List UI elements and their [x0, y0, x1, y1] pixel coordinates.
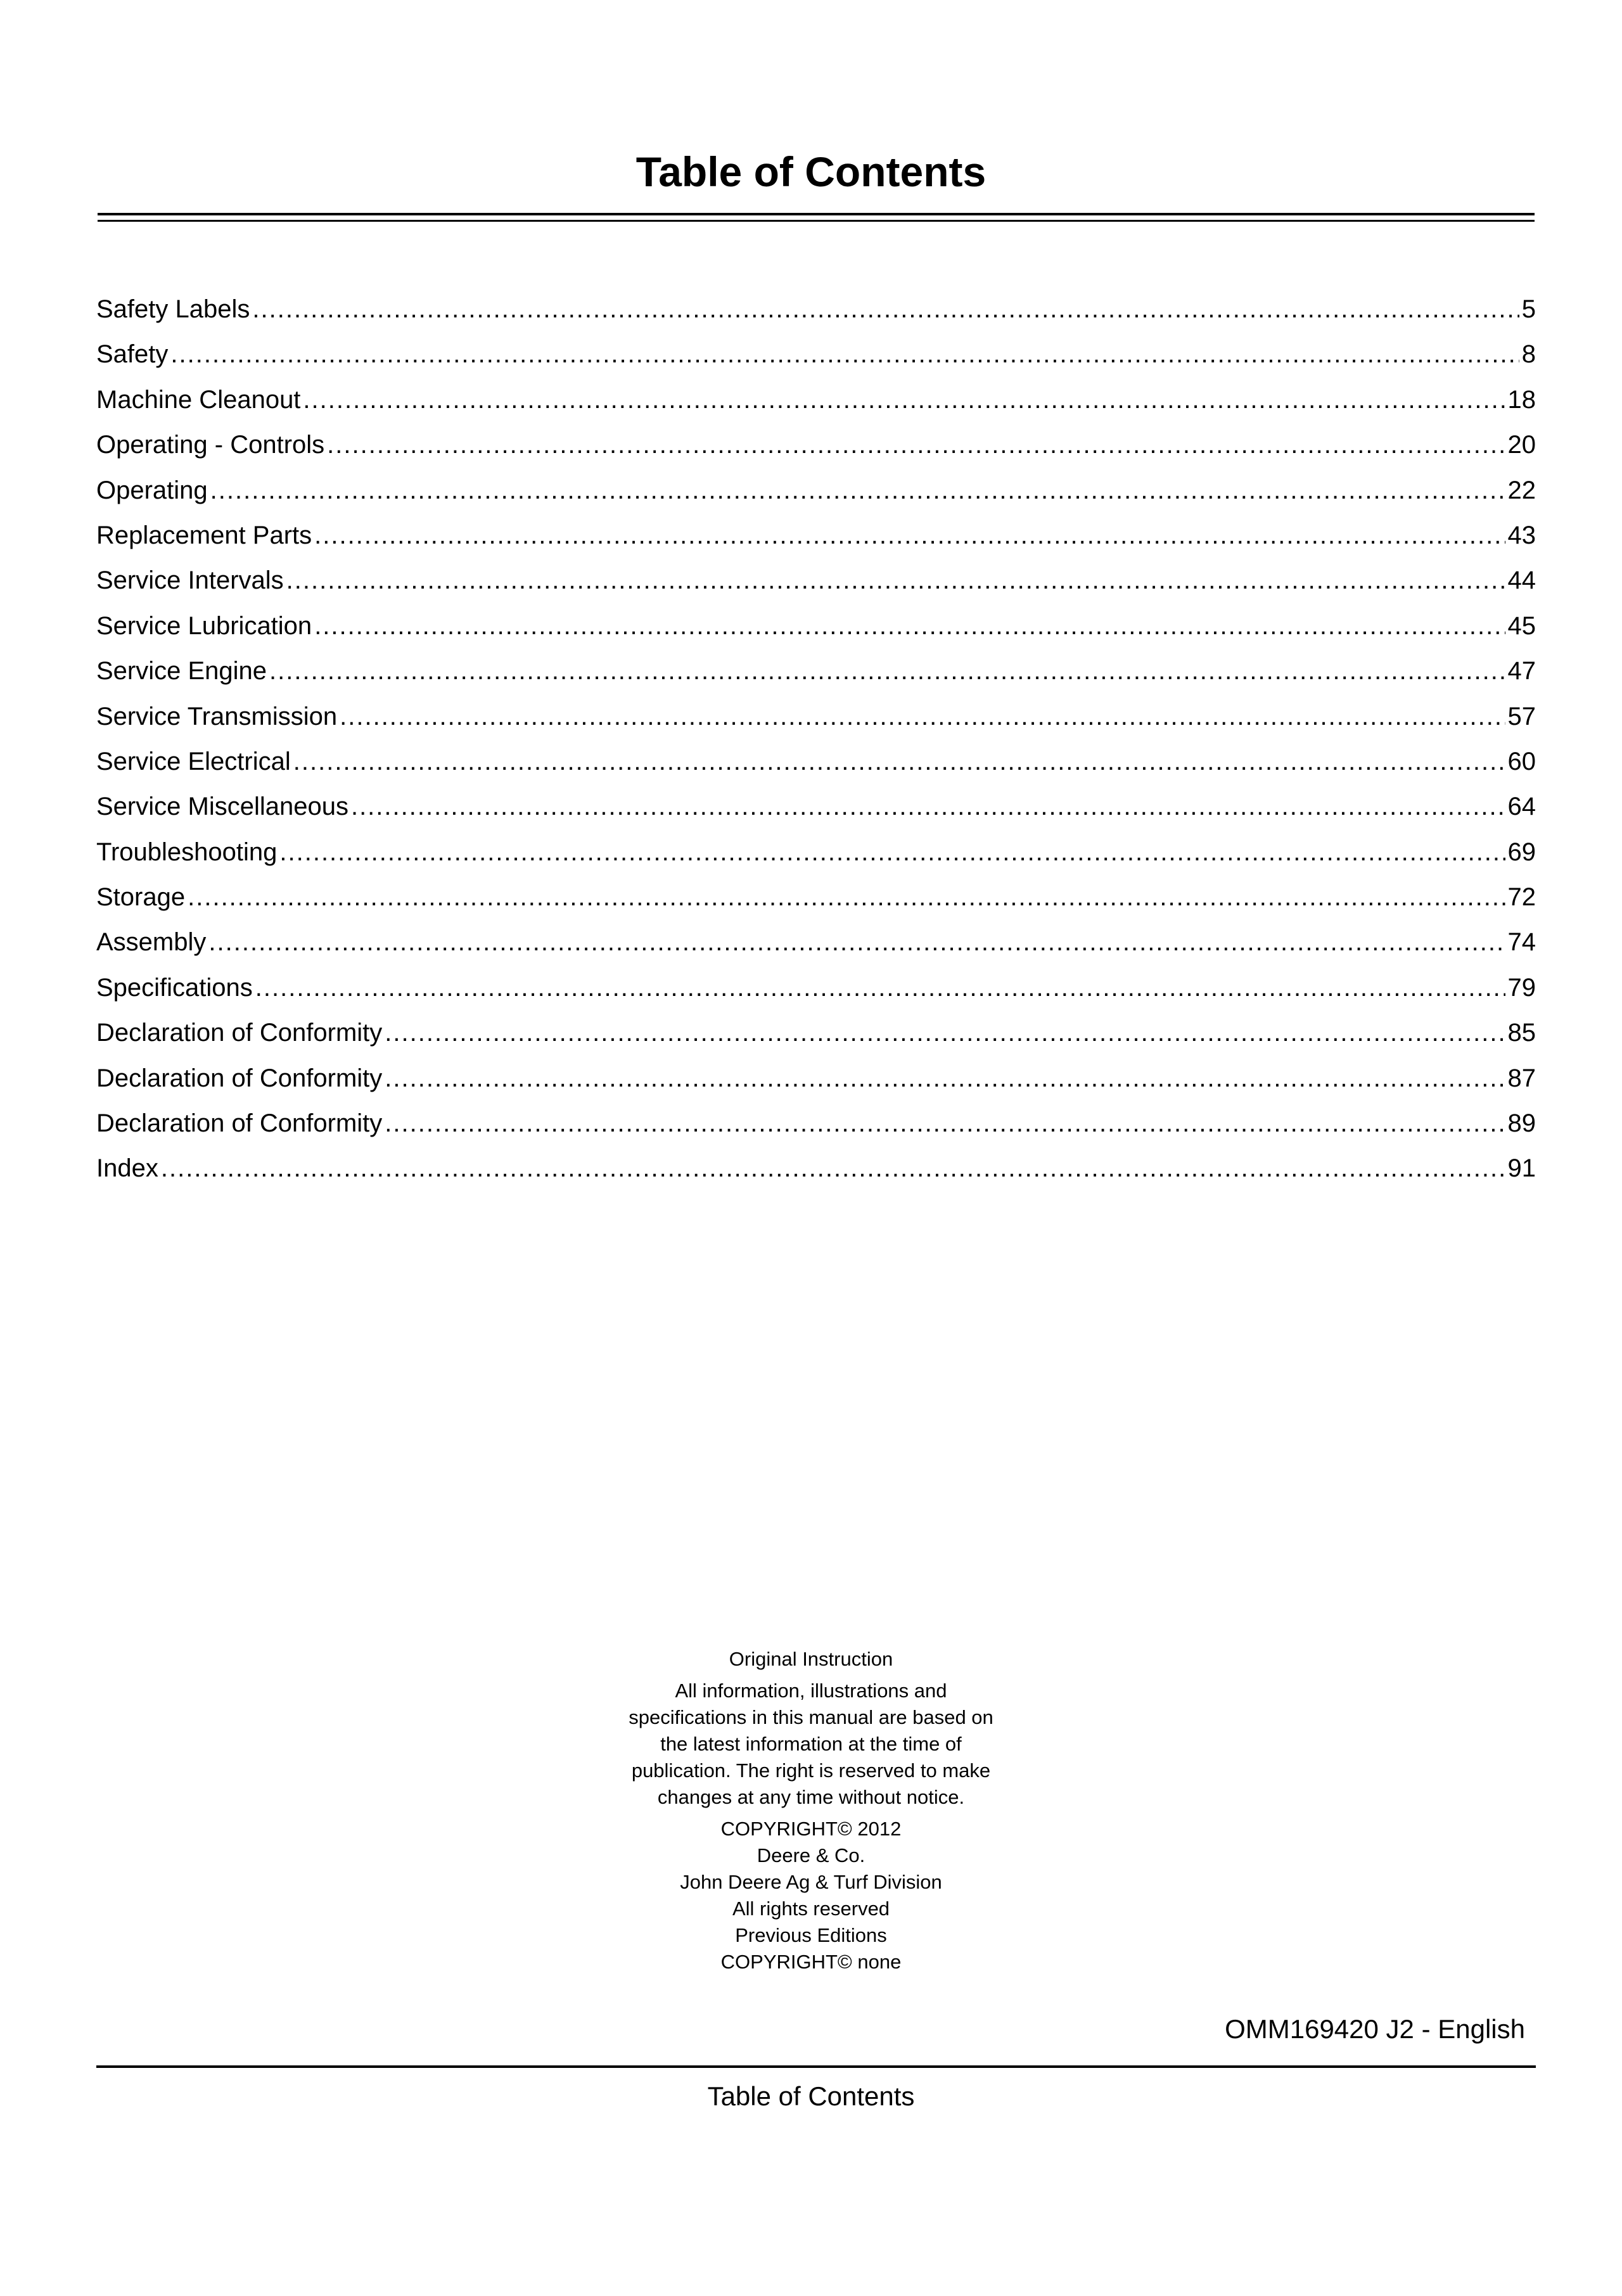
toc-entry-service-intervals[interactable] — [96, 564, 1536, 609]
toc-entry-label: Safety — [96, 340, 169, 369]
toc-entry-service-electrical[interactable] — [96, 745, 1536, 790]
toc-entry-declaration-of-conformity[interactable] — [96, 1107, 1536, 1152]
toc-entry-page: 74 — [1507, 928, 1536, 957]
page-title: Table of Contents — [635, 148, 987, 195]
toc-entry-label: Declaration of Conformity — [96, 1064, 383, 1092]
toc-entry-page: 22 — [1507, 476, 1536, 504]
notice-previous-editions: Previous Editions — [735, 1924, 887, 1946]
dot-leader — [255, 971, 1505, 1004]
toc-entry-page: 8 — [1521, 340, 1536, 369]
toc-entry-page: 47 — [1507, 657, 1536, 686]
toc-entry-page: 85 — [1507, 1019, 1536, 1047]
toc-entry-troubleshooting[interactable] — [96, 836, 1536, 881]
dot-leader — [293, 745, 1505, 778]
toc-entry-page: 91 — [1507, 1154, 1536, 1183]
dot-leader — [269, 654, 1505, 687]
dot-leader — [385, 1107, 1505, 1140]
toc-entry-page: 87 — [1507, 1064, 1536, 1092]
table-of-contents — [96, 293, 1536, 1197]
toc-entry-label: Operating - Controls — [96, 431, 325, 459]
toc-entry-label: Service Electrical — [96, 747, 291, 775]
dot-leader — [327, 428, 1505, 461]
toc-entry-label: Declaration of Conformity — [96, 1019, 383, 1047]
toc-entry-label: Index — [96, 1154, 158, 1183]
dot-leader — [314, 519, 1505, 552]
toc-entry-safety[interactable] — [96, 338, 1536, 383]
notice-division: John Deere Ag & Turf Division — [680, 1871, 942, 1893]
toc-entry-label: Service Miscellaneous — [96, 793, 348, 821]
toc-entry-page: 69 — [1507, 838, 1536, 866]
dot-leader — [340, 700, 1505, 733]
toc-entry-declaration-of-conformity[interactable] — [96, 1062, 1536, 1107]
dot-leader — [161, 1152, 1505, 1185]
toc-entry-safety-labels[interactable] — [96, 293, 1536, 338]
toc-entry-label: Service Lubrication — [96, 611, 312, 640]
toc-entry-label: Replacement Parts — [96, 521, 312, 549]
toc-entry-label: Troubleshooting — [96, 838, 278, 866]
toc-entry-service-lubrication[interactable] — [96, 609, 1536, 654]
toc-entry-page: 44 — [1507, 566, 1536, 595]
notice-heading: Original Instruction — [729, 1648, 893, 1670]
toc-entry-page: 45 — [1507, 611, 1536, 640]
dot-leader — [385, 1016, 1505, 1049]
dot-leader — [252, 293, 1519, 326]
footer-rule — [96, 2065, 1536, 2068]
toc-entry-label: Storage — [96, 883, 186, 912]
toc-entry-page: 64 — [1507, 793, 1536, 821]
dot-leader — [279, 836, 1505, 869]
dot-leader — [314, 609, 1505, 642]
toc-entry-assembly[interactable] — [96, 926, 1536, 971]
toc-entry-service-engine[interactable] — [96, 654, 1536, 699]
toc-entry-index[interactable] — [96, 1152, 1536, 1197]
toc-entry-page: 89 — [1507, 1109, 1536, 1138]
toc-entry-page: 57 — [1507, 702, 1536, 730]
toc-entry-service-miscellaneous[interactable] — [96, 790, 1536, 835]
toc-entry-page: 79 — [1507, 973, 1536, 1002]
dot-leader — [170, 338, 1519, 371]
dot-leader — [210, 474, 1505, 507]
dot-leader — [208, 926, 1505, 959]
toc-entry-page: 43 — [1507, 521, 1536, 549]
dot-leader — [286, 564, 1505, 597]
toc-entry-label: Service Intervals — [96, 566, 284, 595]
dot-leader — [303, 383, 1505, 416]
dot-leader — [385, 1062, 1505, 1095]
title-rule-bottom — [98, 220, 1535, 222]
toc-entry-label: Service Engine — [96, 657, 267, 686]
toc-entry-machine-cleanout[interactable] — [96, 383, 1536, 428]
toc-entry-label: Operating — [96, 476, 208, 504]
toc-entry-page: 18 — [1507, 385, 1536, 414]
notice-disclaimer: All information, illustrations and specifications in this manual are based on the latest information at the time of publication. The right is reserved to make changes at any time without notice. — [629, 1680, 993, 1808]
notice-company: Deere & Co. — [757, 1844, 865, 1866]
toc-entry-page: 72 — [1507, 883, 1536, 912]
toc-entry-label: Service Transmission — [96, 702, 338, 730]
copyright-notice — [558, 1646, 1064, 1975]
toc-entry-label: Declaration of Conformity — [96, 1109, 383, 1138]
toc-entry-label: Safety Labels — [96, 295, 250, 323]
toc-entry-page: 5 — [1521, 295, 1536, 323]
notice-previous-copyright: COPYRIGHT© none — [720, 1951, 902, 1973]
toc-entry-page: 60 — [1507, 747, 1536, 775]
toc-entry-label: Assembly — [96, 928, 207, 957]
document-id: OMM169420 J2 - English — [1225, 2014, 1525, 2044]
toc-entry-storage[interactable] — [96, 881, 1536, 926]
toc-entry-label: Machine Cleanout — [96, 385, 301, 414]
toc-entry-page: 20 — [1507, 431, 1536, 459]
dot-leader — [351, 790, 1505, 823]
title-rule-top — [98, 213, 1535, 215]
toc-entry-operating[interactable] — [96, 474, 1536, 519]
toc-entry-label: Specifications — [96, 973, 253, 1002]
dot-leader — [188, 881, 1505, 914]
toc-entry-operating-controls[interactable] — [96, 428, 1536, 473]
notice-rights: All rights reserved — [732, 1897, 890, 1920]
toc-entry-replacement-parts[interactable] — [96, 519, 1536, 564]
toc-entry-service-transmission[interactable] — [96, 700, 1536, 745]
toc-entry-specifications[interactable] — [96, 971, 1536, 1016]
notice-copyright: COPYRIGHT© 2012 — [720, 1818, 902, 1840]
toc-entry-declaration-of-conformity[interactable] — [96, 1016, 1536, 1061]
footer-label: Table of Contents — [707, 2081, 915, 2111]
